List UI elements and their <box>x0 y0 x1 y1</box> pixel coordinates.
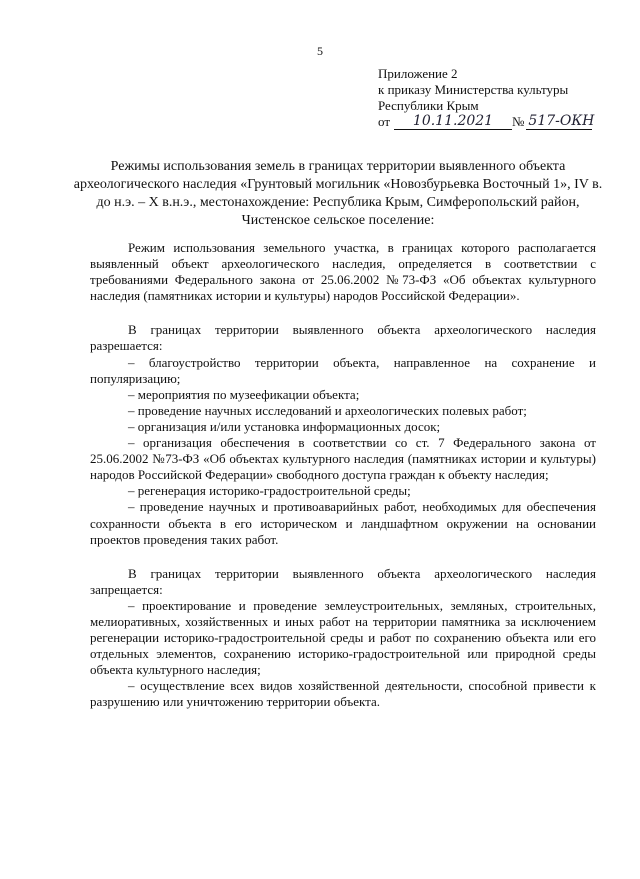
appendix-line: Республики Крым <box>378 98 479 113</box>
allowed-item: – мероприятия по музеефикации объекта; <box>128 386 360 402</box>
appendix-line: Приложение 2 <box>378 66 458 81</box>
appendix-block <box>378 66 628 130</box>
intro-paragraph: Режим использования земельного участка, в границах которого располагается выявленный объект археологического наследия, определяется в соответствии с требованиями Федерального закона от 25.06.2002 №73-ФЗ «Об объектах культурного наследия (памятниках истории и культуры) народов Российской Федерации». <box>90 240 596 304</box>
allowed-item: – организация и/или установка информационных досок; <box>128 418 441 434</box>
appendix-line: к приказу Министерства культуры <box>378 82 569 97</box>
forbidden-heading: В границах территории выявленного объекта археологического наследия запрещается: <box>90 565 596 597</box>
page-number: 5 <box>317 44 323 58</box>
allowed-item: – проведение научных исследований и археологических полевых работ; <box>128 402 527 418</box>
handwritten-date: 10.11.2021 <box>394 115 512 130</box>
allowed-item: – благоустройство территории объекта, направленное на сохранение и популяризацию; <box>90 354 596 386</box>
order-date-number-line <box>378 114 628 130</box>
allowed-item: – проведение научных и противоаварийных работ, необходимых для обеспечения сохранности объекта в его историческом и ландшафтном окружении на основании проектов проведения таких работ. <box>90 499 596 547</box>
forbidden-item: – осуществление всех видов хозяйственной деятельности, способной привести к разрушению или уничтожению территории объекта. <box>90 678 596 710</box>
handwritten-order-number: 517-ОКН <box>528 113 595 129</box>
from-label: от <box>378 114 391 129</box>
allowed-item: – организация обеспечения в соответствии со ст. 7 Федерального закона от 25.06.2002 №73-ФЗ «Об объектах культурного наследия (памятниках истории и культуры) народов Российской Федерации» свободного доступа граждан к объекту наследия; <box>90 435 596 483</box>
document-body <box>90 240 596 711</box>
document-title: Режимы использования земель в границах территории выявленного объекта археологического наследия «Грунтовый могильник «Новозбурьевка Восточный 1», IV в. до н.э. – X в.н.э., местонахождение: Республика Крым, Симферопольский район, Чистенское сельское поселение: <box>73 159 603 228</box>
forbidden-item: – проектирование и проведение землеустроительных, земляных, строительных, мелиоративных, хозяйственных и иных работ на территории памятника за исключением регенерации историко-градостроительной среды и работ по сохранению объекта или его отдельных элементов, сохранению историко-градостроительной или природной среды объекта культурного наследия; <box>90 597 596 678</box>
number-label: № <box>512 114 525 129</box>
allowed-heading: В границах территории выявленного объекта археологического наследия разрешается: <box>90 322 596 354</box>
allowed-item: – регенерация историко-градостроительной среды; <box>128 483 411 499</box>
